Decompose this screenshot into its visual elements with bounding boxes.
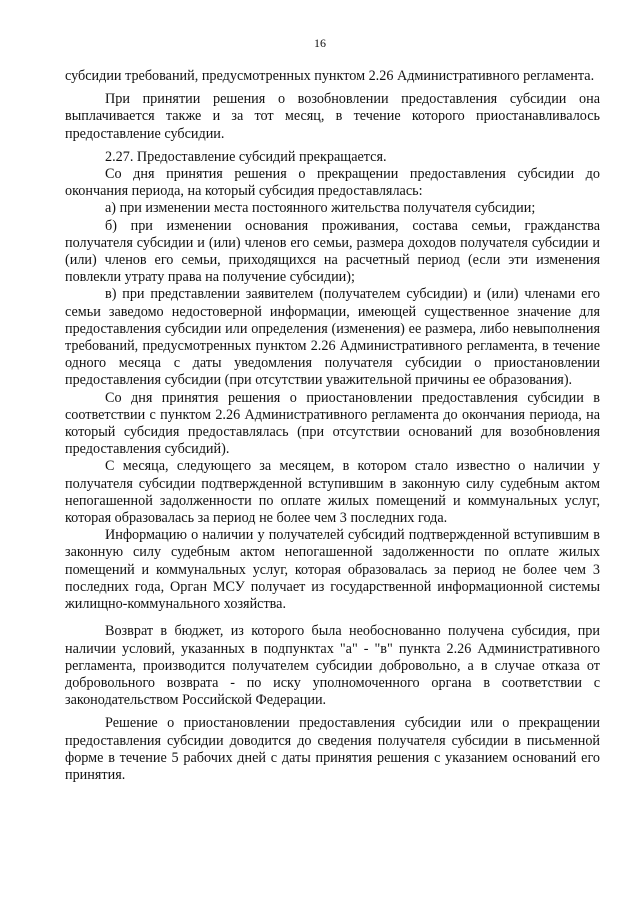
list-item-b: б) при изменении основания проживания, состава семьи, гражданства получателя субсидии и (или) членов его семьи, размера доходов получателя субсидии и (или) членов его семьи, приходящихся на расчетный период (если эти изменения повлекли утрату права на получение субсидии);	[65, 217, 600, 286]
list-item-v: в) при представлении заявителем (получателем субсидии) и (или) членами его семьи заведомо недостоверной информации, имеющей существенное значение для предоставления субсидии или определения (изменения) ее размера, либо невыполнения требований, предусмотренных пунктом 2.26 Административного регламента, в течение одного месяца с даты уведомления получателя субсидии о приостановлении предоставления субсидии (при отсутствии уважительной причины ее образования).	[65, 286, 600, 389]
paragraph-information: Информацию о наличии у получателей субсидий подтвержденной вступившим в законную силу судебным актом непогашенной задолженности по оплате жилых помещений и коммунальных услуг, которая образовалась за период не более чем 3 последних года, Орган МСУ получает из государственной информационной системы жилищно-коммунального хозяйства.	[65, 527, 600, 613]
list-item-a: а) при изменении места постоянного жительства получателя субсидии;	[105, 200, 536, 217]
paragraph-continuation: субсидии требований, предусмотренных пунктом 2.26 Административного регламента.	[65, 68, 595, 84]
paragraph-debt: С месяца, следующего за месяцем, в котором стало известно о наличии у получателя субсидии подтвержденной вступившим в законную силу судебным актом непогашенной задолженности по оплате жилых помещений и коммунальных услуг, которая образовалась за период не более чем 3 последних года.	[65, 458, 600, 527]
paragraph-suspension: Со дня принятия решения о приостановлении предоставления субсидии в соответствии с пунктом 2.26 Административного регламента до окончания периода, на который субсидия предоставлялась (при отсутствии оснований для возобновления предоставления субсидий).	[65, 389, 600, 458]
page-number: 16	[314, 36, 326, 50]
paragraph-resumption: При принятии решения о возобновлении предоставления субсидии она выплачивается также и за тот месяц, в течение которого приостанавливалось предоставление субсидии.	[65, 91, 600, 142]
document-body	[65, 68, 600, 784]
paragraph-notification: Решение о приостановлении предоставления субсидии или о прекращении предоставления субсидии доводится до сведения получателя субсидии в письменной форме в течение 5 рабочих дней с даты принятия решения с указанием оснований его принятия.	[65, 715, 600, 783]
section-heading-2-27: 2.27. Предоставление субсидий прекращается.	[105, 148, 387, 165]
paragraph-termination-intro: Со дня принятия решения о прекращении предоставления субсидии до окончания периода, на который субсидия предоставлялась:	[65, 166, 600, 200]
paragraph-refund: Возврат в бюджет, из которого была необоснованно получена субсидия, при наличии условий, указанных в подпунктах "а" - "в" пункта 2.26 Административного регламента, производится получателем субсидии добровольно, а в случае отказа от добровольного возврата - по иску уполномоченного органа в соответствии с законодательством Российской Федерации.	[65, 623, 600, 709]
